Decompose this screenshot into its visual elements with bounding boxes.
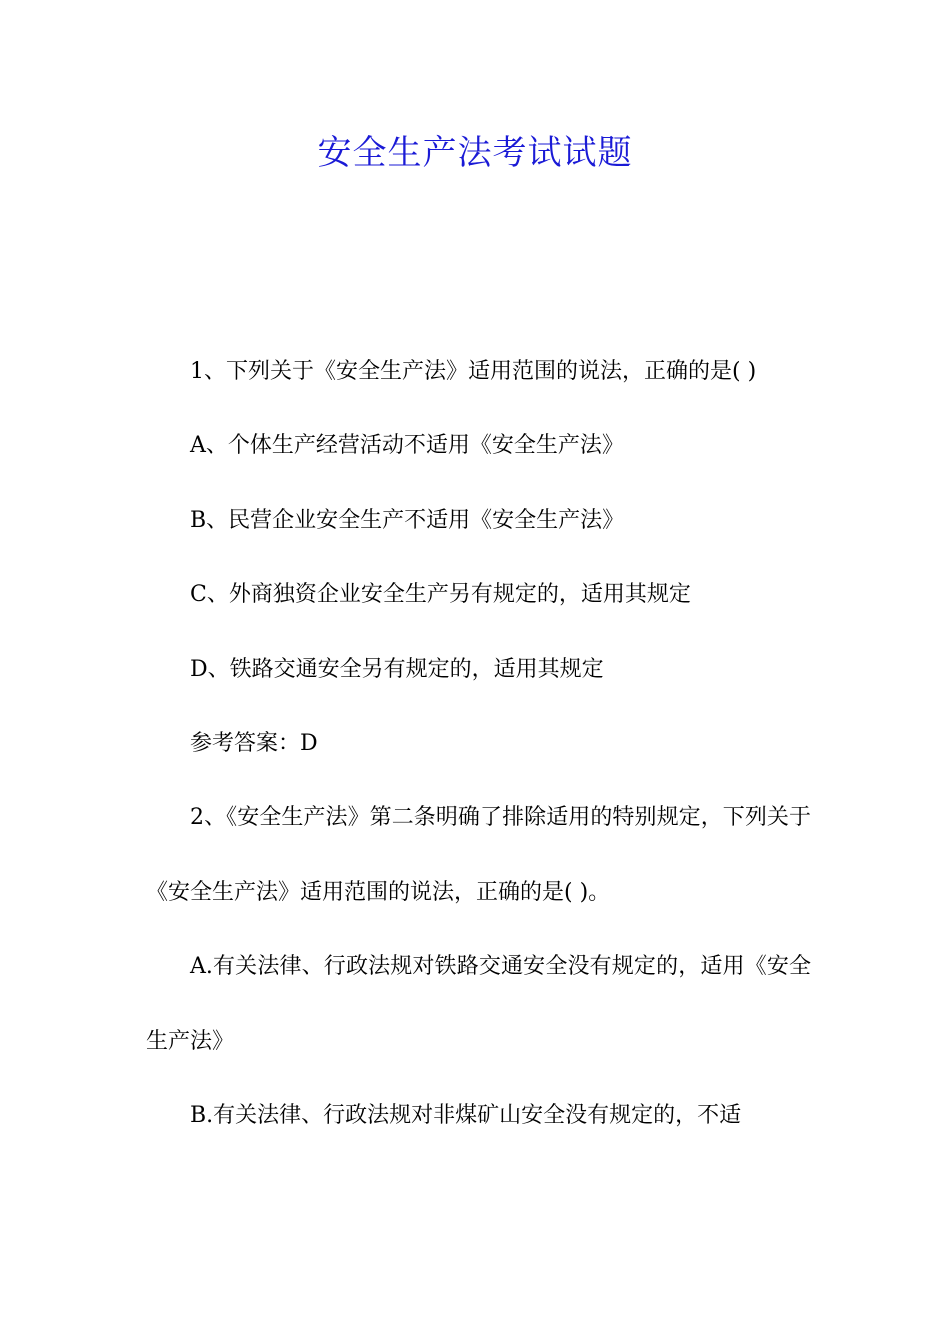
question-1-option-b: B、民营企业安全生产不适用《安全生产法》	[190, 507, 625, 533]
question-1-stem: 1、下列关于《安全生产法》适用范围的说法，正确的是( )	[190, 359, 757, 384]
question-2-stem: 2、《安全生产法》第二条明确了排除适用的特别规定，下列关于《安全生产法》适用范围的说法，正确的是( )。	[146, 805, 811, 905]
question-2-option-b: B.有关法律、行政法规对非煤矿山安全没有规定的，不适	[190, 1103, 742, 1129]
question-2-option-a: A.有关法律、行政法规对铁路交通安全没有规定的，适用《安全生产法》	[146, 954, 811, 1054]
document-title: 安全生产法考试试题	[317, 133, 633, 173]
question-1-option-d: D、铁路交通安全另有规定的，适用其规定	[190, 656, 604, 682]
question-1-option-a: A、个体生产经营活动不适用《安全生产法》	[190, 433, 624, 459]
question-1-option-c: C、外商独资企业安全生产另有规定的，适用其规定	[190, 582, 691, 608]
document-body	[146, 335, 811, 1153]
question-1-answer: 参考答案：D	[190, 731, 318, 757]
